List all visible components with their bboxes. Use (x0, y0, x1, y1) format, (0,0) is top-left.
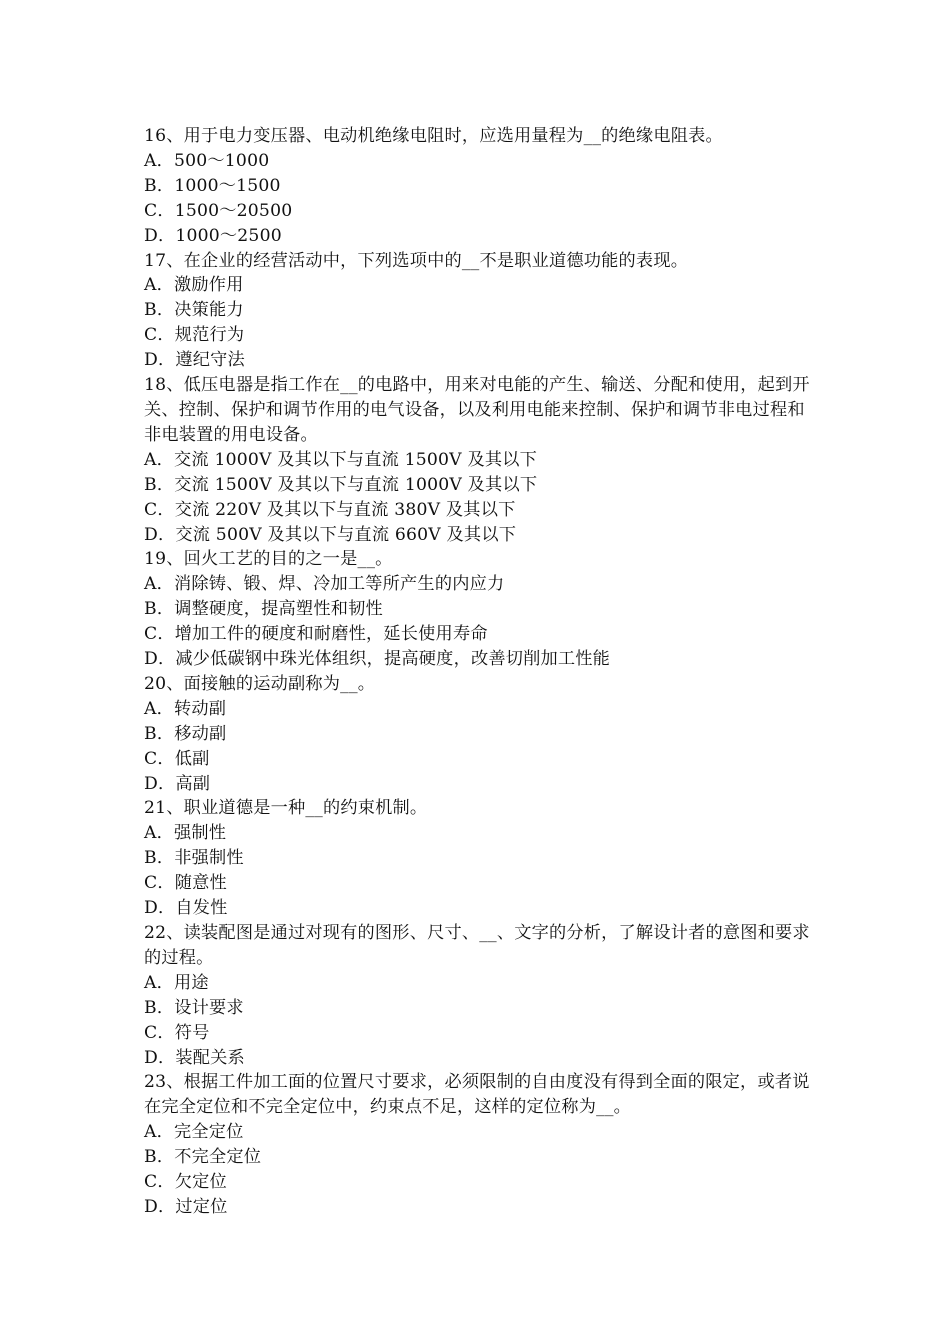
option-d: D．过定位 (144, 1196, 228, 1217)
option-c: C．符号 (144, 1022, 210, 1043)
option-a: A．强制性 (144, 823, 227, 844)
question-stem: 22、读装配图是通过对现有的图形、尺寸、__、文字的分析，了解设计者的意图和要求的过程。 (144, 923, 810, 968)
option-c: C．随意性 (144, 873, 227, 894)
option-a: A．完全定位 (144, 1122, 244, 1143)
option-b: B．非强制性 (144, 848, 244, 869)
option-a: A．用途 (144, 972, 209, 993)
question-stem: 19、回火工艺的目的之一是__。 (144, 549, 393, 570)
question-20 (144, 672, 812, 797)
option-d: D．1000～2500 (144, 225, 282, 246)
question-19 (144, 547, 812, 672)
question-stem: 21、职业道德是一种__的约束机制。 (144, 798, 428, 819)
option-b: B．移动副 (144, 723, 227, 744)
option-c: C．低副 (144, 748, 210, 769)
question-stem: 16、用于电力变压器、电动机绝缘电阻时，应选用量程为__的绝缘电阻表。 (144, 126, 723, 146)
option-d: D．减少低碳钢中珠光体组织，提高硬度，改善切削加工性能 (144, 649, 611, 670)
question-21 (144, 796, 812, 921)
option-a: A．激励作用 (144, 275, 244, 296)
question-stem: 18、低压电器是指工作在__的电路中，用来对电能的产生、输送、分配和使用，起到开关、控制、保护和调节作用的电气设备，以及利用电能来控制、保护和调节非电过程和非电装置的用电设备。 (144, 375, 810, 445)
question-stem: 17、在企业的经营活动中，下列选项中的__不是职业道德功能的表现。 (144, 250, 689, 271)
option-b: B．交流 1500V 及其以下与直流 1000V 及其以下 (144, 474, 538, 495)
option-d: D．自发性 (144, 898, 228, 919)
option-d: D．装配关系 (144, 1047, 245, 1068)
question-stem: 23、根据工件加工面的位置尺寸要求，必须限制的自由度没有得到全面的限定，或者说在完全定位和不完全定位中，约束点不足，这样的定位称为__。 (144, 1072, 810, 1118)
option-c: C．规范行为 (144, 325, 245, 346)
question-17 (144, 249, 812, 374)
option-b: B．不完全定位 (144, 1147, 262, 1168)
question-list (144, 124, 812, 1220)
option-d: D．交流 500V 及其以下与直流 660V 及其以下 (144, 524, 517, 545)
question-23 (144, 1070, 812, 1219)
option-a: A．转动副 (144, 698, 227, 719)
option-a: A．500～1000 (144, 150, 270, 171)
option-a: A．消除铸、锻、焊、冷加工等所产生的内应力 (144, 574, 505, 595)
option-c: C．增加工件的硬度和耐磨性，延长使用寿命 (144, 624, 488, 645)
option-b: B．调整硬度，提高塑性和韧性 (144, 599, 383, 620)
option-b: B．设计要求 (144, 997, 244, 1018)
question-16 (144, 124, 812, 249)
option-c: C．1500～20500 (144, 200, 293, 221)
option-b: B．决策能力 (144, 300, 244, 321)
option-b: B．1000～1500 (144, 175, 281, 196)
question-22 (144, 921, 812, 1070)
question-stem: 20、面接触的运动副称为__。 (144, 673, 376, 694)
option-d: D．高副 (144, 773, 211, 794)
option-c: C．交流 220V 及其以下与直流 380V 及其以下 (144, 499, 516, 520)
option-c: C．欠定位 (144, 1172, 227, 1193)
option-d: D．遵纪守法 (144, 350, 245, 371)
option-a: A．交流 1000V 及其以下与直流 1500V 及其以下 (144, 449, 537, 470)
question-18 (144, 373, 812, 547)
